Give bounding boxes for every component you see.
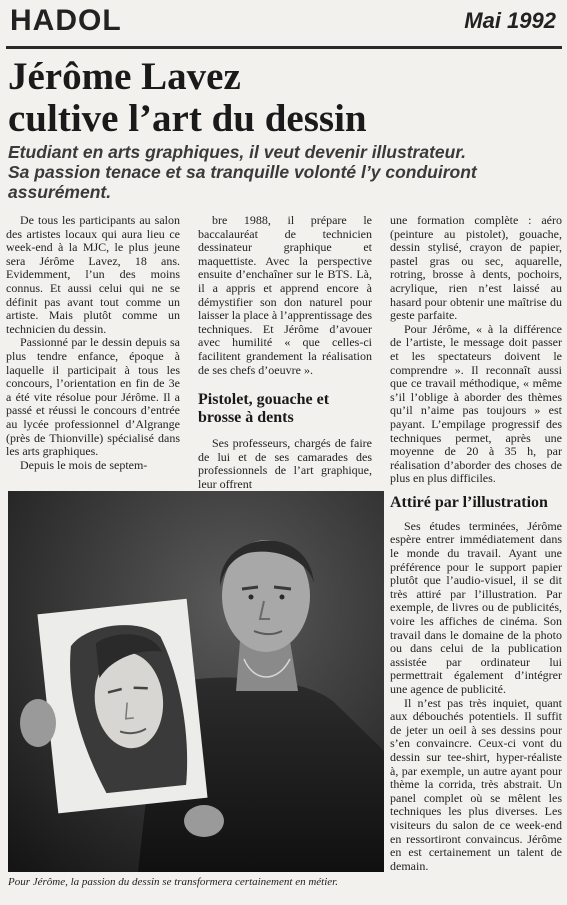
- column-3-paragraph-2: Pour Jérôme, « à la différence de l’artiste, le message doit passer et les spectateurs doivent le comprendre ». Il reconnaît aussi que ce travail méthodique, « même s’il l’oblige à aborder des thèmes qu’il n’aime pas toujours » est payant. L’empilage progressif des techniques permet, après une moyenne de 20 à 35 h, par réalisation d’aborder des choses de plus en plus difficiles.: [390, 321, 562, 486]
- photo-student-with-drawing: [8, 491, 384, 872]
- standfirst: [8, 142, 564, 202]
- subhead-attire: Attiré par l’illustration: [390, 493, 548, 511]
- column-1-paragraph-3: Depuis le mois de septem-: [20, 457, 148, 472]
- column-3-paragraph-4: Il n’est pas très inquiet, quant aux débouchés potentiels. Il suffit de jeter un oeil à ses dessins pour s’en convaincre. Ceux-ci vont du dessin sur tee-shirt, hyper-réaliste à, par exemple, un autre ayant pour thème la corrida, très abstrait. Un panel complet où se mêlent les techniques les plus diverses. Les visiteurs du salon de ce week-end en ressortiront convaincus. Jérôme en est certainement un talent de demain.: [390, 695, 562, 873]
- column-1: [6, 214, 180, 472]
- column-3-paragraph-1: une formation complète : aéro (peinture au pistolet), gouache, dessin stylisé, crayon de papier, pastel gras ou sec, aquarelle, rotring, brosse à dents, pochoirs, acrylique, rien n’est laissé au hasard pour obtenir une maîtrise du geste parfaite.: [390, 213, 562, 323]
- photo-illustration: [8, 491, 384, 872]
- headline-line-2: cultive l’art du dessin: [8, 97, 367, 140]
- column-2: [198, 214, 372, 492]
- column-2-paragraph-1: bre 1988, il prépare le baccalauréat de technicien dessinateur graphique et maquettiste. Avec la perspective ensuite d’enchaîner sur le BTS. Là, il a appris et apprend encore à démystifier son don naturel pour laisser la place à l’apprentissage des techniques. Et Jérôme d’avouer avec humilité « que celles-ci facilitent grandement la réalisation de ses chefs d’oeuvre ».: [198, 213, 372, 377]
- masthead: [6, 4, 562, 49]
- column-1-paragraph-1: De tous les participants au salon des artistes locaux qui aura lieu ce week-end à la MJC, le plus jeune sera Jérôme Lavez, 18 ans. Evidemment, l’un des moins connus. Et aussi celui qui ne se définit pas avant tout comme un artiste. Mais plutôt comme un technicien du dessin.: [6, 213, 180, 336]
- masthead-town: HADOL: [10, 4, 122, 37]
- headline-line-1: Jérôme Lavez: [8, 55, 241, 98]
- masthead-date: Mai 1992: [464, 8, 556, 33]
- column-3: [390, 214, 562, 873]
- column-3-paragraph-3: Ses études terminées, Jérôme espère entrer immédiatement dans le monde du travail. Ayant une préférence pour le support papier plutôt que l’audio-visuel, il se dit très attiré par l’illustration. Par exemple, de livres ou de publicités, voire les affiches de cinéma. Son travail dans le domaine de la photo ou dans celui de la publication assistée par ordinateur lui permettrait également d’intégrer une agence de publicité.: [390, 518, 562, 696]
- standfirst-line-3: assurément.: [8, 182, 112, 202]
- photo-caption: Pour Jérôme, la passion du dessin se transformera certainement en métier.: [8, 876, 338, 888]
- column-2-paragraph-2: Ses professeurs, chargés de faire de lui et de ses camarades des professionnels de l’art graphique, leur offrent: [198, 436, 372, 491]
- standfirst-line-1: Etudiant en arts graphiques, il veut devenir illustrateur.: [8, 142, 467, 162]
- standfirst-line-2: Sa passion tenace et sa tranquille volonté l’y conduiront: [8, 162, 477, 182]
- headline: [8, 56, 560, 140]
- column-1-paragraph-2: Passionné par le dessin depuis sa plus tendre enfance, époque à laquelle il participait à tous les concours, l’orientation en fin de 3e a été vite résolue pour Jérôme. Il a passé et réussi le concours d’entrée au lycée professionnel d’Algrange (près de Thionville) spécialisé dans les arts graphiques.: [6, 335, 180, 459]
- subhead-pistolet: Pistolet, gouache et brosse à dents: [198, 391, 330, 427]
